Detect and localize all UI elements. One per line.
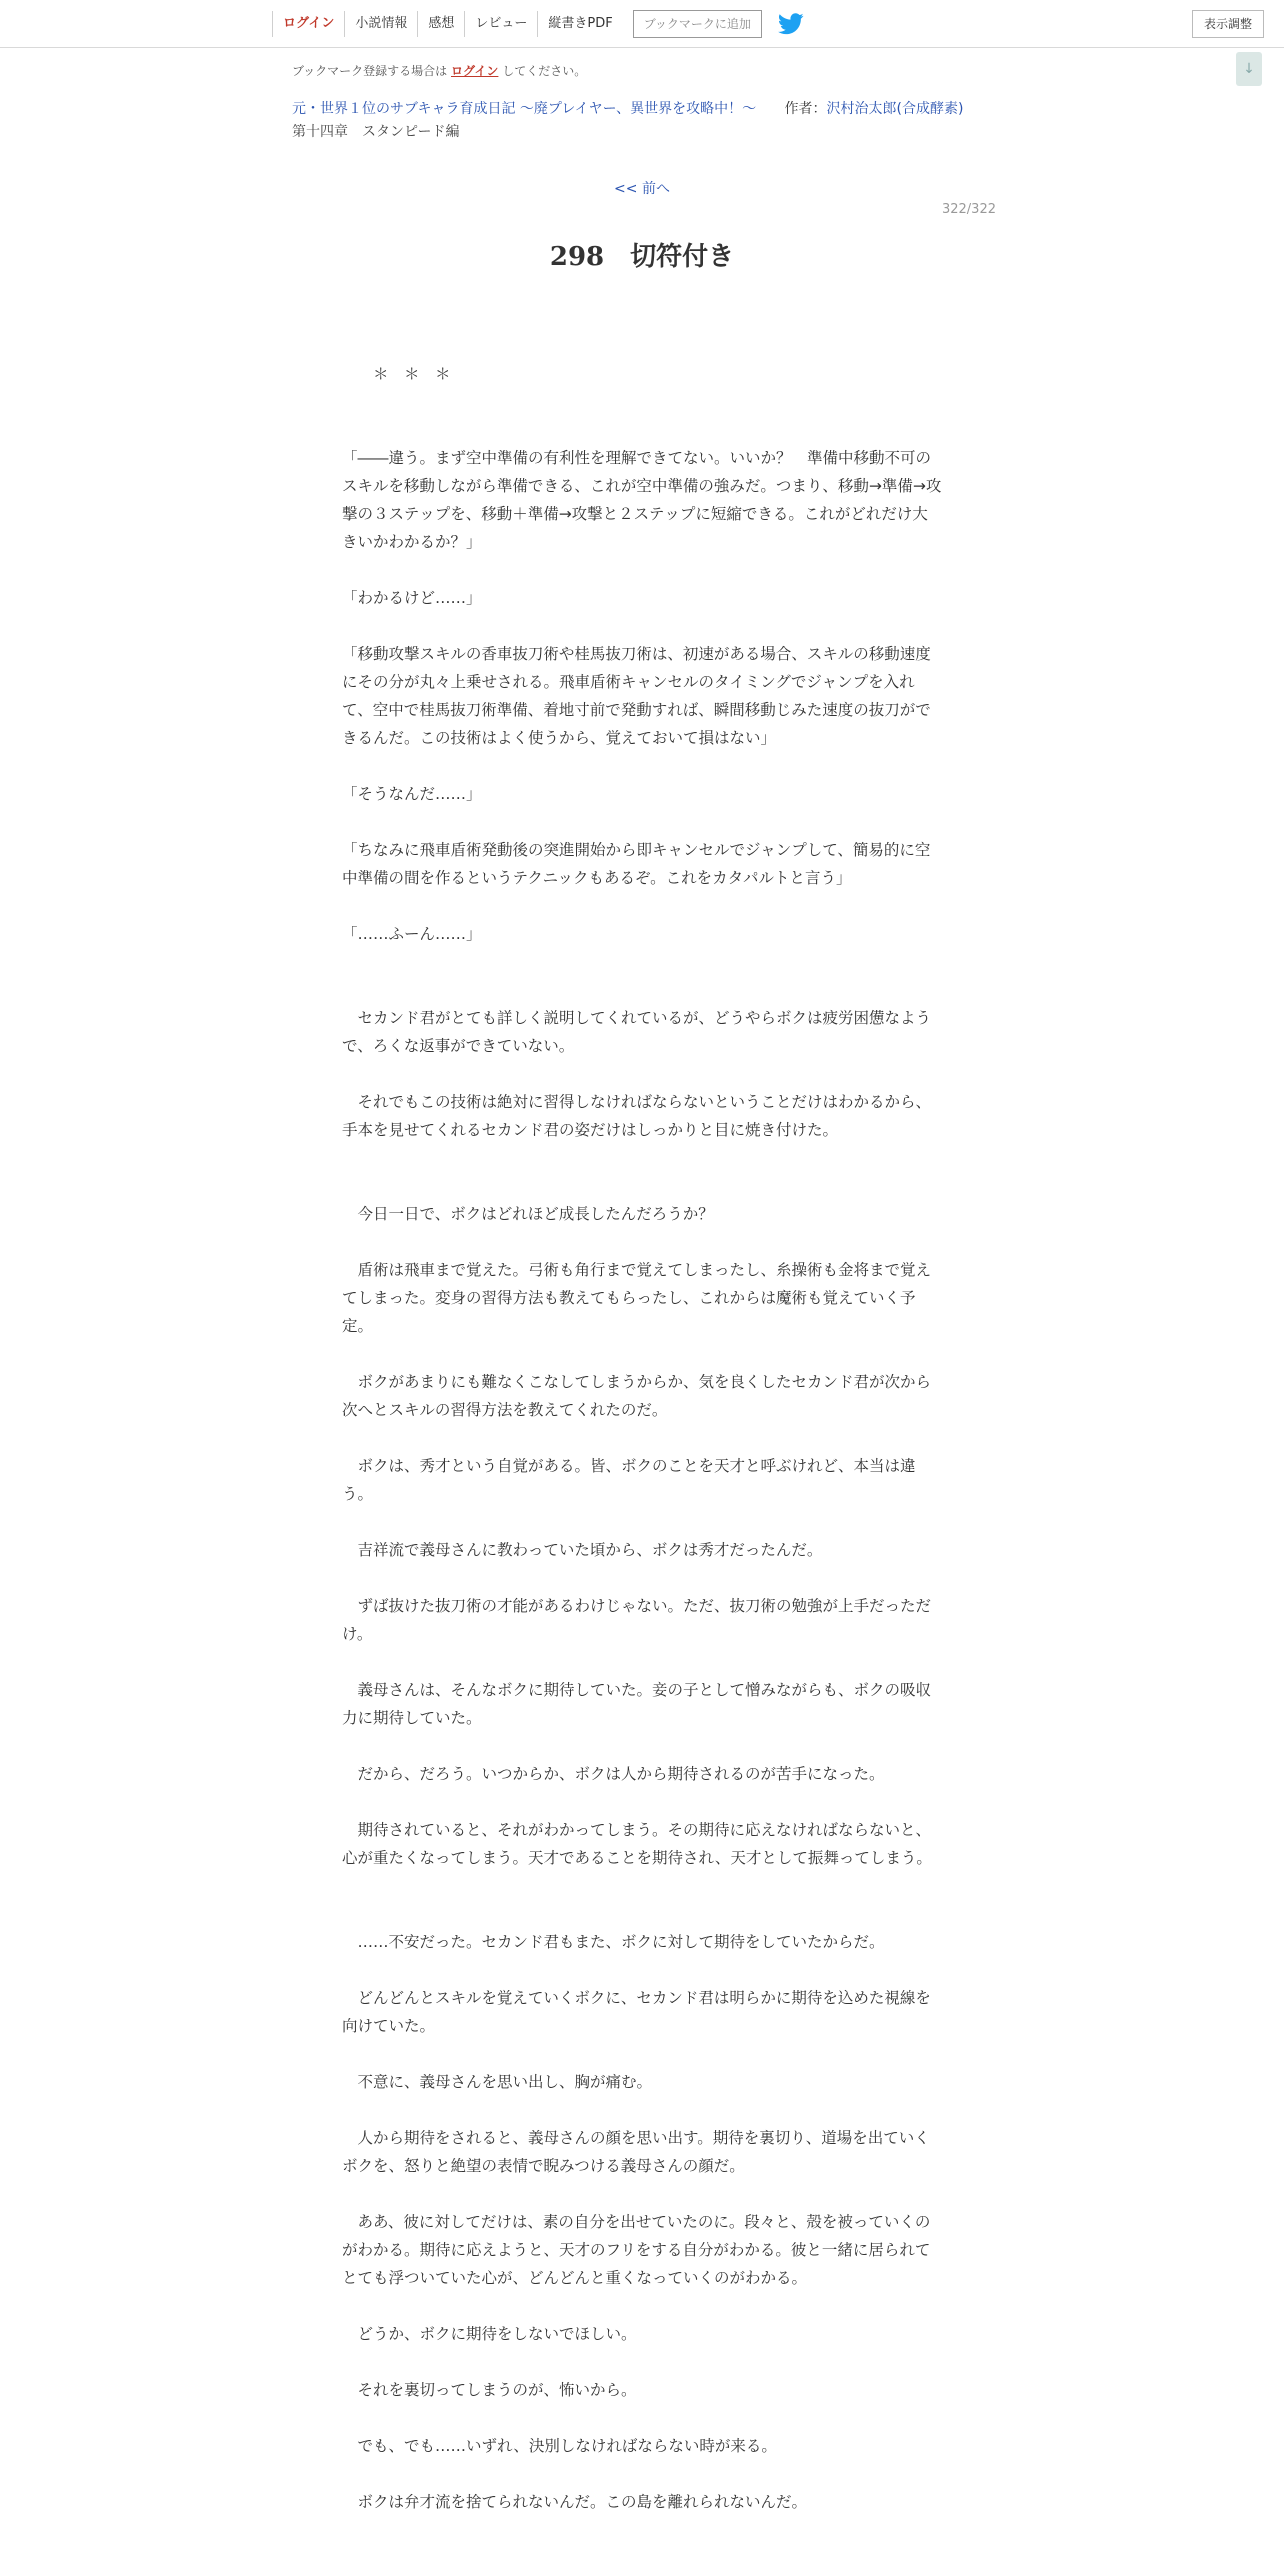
notice-prefix: ブックマーク登録する場合は xyxy=(292,64,448,78)
body-paragraph: 義母さんは、そんなボクに期待していた。妾の子として憎みながらも、ボクの吸収力に期待していた。 xyxy=(342,1681,932,1727)
body-paragraph: 不意に、義母さんを思い出し、胸が痛む。 xyxy=(342,2073,653,2091)
author-label: 作者： xyxy=(784,101,827,117)
body-paragraph: 「――違う。まず空中準備の有利性を理解できてない。いいか？ 準備中移動不可のスキルを移動しながら準備できる、これが空中準備の強みだ。つまり、移動→準備→攻撃の３ステップを、移動＋準備→攻撃と２ステップに短縮できる。これがどれだけ大きいかわかるか？」 xyxy=(342,449,942,551)
novel-body xyxy=(342,360,942,2544)
body-paragraph: 人から期待をされると、義母さんの顔を思い出す。期待を裏切り、道場を出ていくボクを、怒りと絶望の表情で睨みつける義母さんの顔だ。 xyxy=(342,2129,930,2175)
scroll-down-icon[interactable]: ↓ xyxy=(1236,52,1262,86)
body-paragraph: ボクがあまりにも難なくこなしてしまうからか、気を良くしたセカンド君が次から次へとスキルの習得方法を教えてくれたのだ。 xyxy=(342,1373,932,1419)
series-header xyxy=(292,98,963,118)
body-paragraph: 「そうなんだ……」 xyxy=(342,785,482,803)
body-paragraph: それでもこの技術は絶対に習得しなければならないということだけはわかるから、手本を見せてくれるセカンド君の姿だけはしっかりと目に焼き付けた。 xyxy=(342,1093,932,1139)
author-link[interactable]: 沢村治太郎(合成酵素) xyxy=(826,101,964,117)
novel-info-link[interactable]: 小説情報 xyxy=(344,11,417,37)
previous-episode-link[interactable]: << 前へ xyxy=(614,181,670,197)
body-paragraph: 「ちなみに飛車盾術発動後の突進開始から即キャンセルでジャンプして、簡易的に空中準備の間を作るというテクニックもあるぞ。これをカタパルトと言う」 xyxy=(342,841,931,887)
body-paragraph: どうか、ボクに期待をしないでほしい。 xyxy=(342,2325,637,2343)
add-bookmark-button[interactable]: ブックマークに追加 xyxy=(633,10,762,38)
body-paragraph: 「移動攻撃スキルの香車抜刀術や桂馬抜刀術は、初速がある場合、スキルの移動速度にその分が丸々上乗せされる。飛車盾術キャンセルのタイミングでジャンプを入れて、空中で桂馬抜刀術準備、着地寸前で発動すれば、瞬間移動じみた速度の抜刀ができるんだ。この技術はよく使うから、覚えておいて損はない」 xyxy=(342,645,931,747)
body-paragraph: ……不安だった。セカンド君もまた、ボクに対して期待をしていたからだ。 xyxy=(342,1933,885,1951)
series-title-link[interactable]: 元・世界１位のサブキャラ育成日記 ～廃プレイヤー、異世界を攻略中！～ xyxy=(292,101,757,117)
body-paragraph: 今日一日で、ボクはどれほど成長したんだろうか？ xyxy=(342,1205,714,1223)
episode-title: 298 切符付き xyxy=(549,242,735,272)
notice-login-link[interactable]: ログイン xyxy=(451,64,499,78)
chapter-title: 第十四章 スタンピード編 xyxy=(292,124,460,140)
body-paragraph: ＊ ＊ ＊ xyxy=(342,365,451,383)
body-paragraph: 「……ふーん……」 xyxy=(342,925,482,943)
login-link[interactable]: ログイン xyxy=(272,11,344,37)
body-paragraph: 「わかるけど……」 xyxy=(342,589,482,607)
top-navigation-bar xyxy=(0,0,1284,48)
body-paragraph: 期待されていると、それがわかってしまう。その期待に応えなければならないと、心が重たくなってしまう。天才であることを期待され、天才として振舞ってしまう。 xyxy=(342,1821,932,1867)
impressions-link[interactable]: 感想 xyxy=(417,11,464,37)
body-paragraph: ボクは弁才流を捨てられないんだ。この島を離れられないんだ。 xyxy=(342,2493,808,2511)
page-counter: 322/322 xyxy=(941,202,996,217)
body-paragraph: それを裏切ってしまうのが、怖いから。 xyxy=(342,2381,637,2399)
body-paragraph: ボクは、秀才という自覚がある。皆、ボクのことを天才と呼ぶけれど、本当は違う。 xyxy=(342,1457,916,1503)
twitter-icon[interactable] xyxy=(778,13,804,35)
body-paragraph: セカンド君がとても詳しく説明してくれているが、どうやらボクは疲労困憊なようで、ろくな返事ができていない。 xyxy=(342,1009,932,1055)
body-paragraph: 盾術は飛車まで覚えた。弓術も角行まで覚えてしまったし、糸操術も金将まで覚えてしまった。変身の習得方法も教えてもらったし、これからは魔術も覚えていく予定。 xyxy=(342,1261,932,1335)
review-link[interactable]: レビュー xyxy=(464,11,537,37)
bookmark-login-notice xyxy=(292,62,586,79)
body-paragraph: ずば抜けた抜刀術の才能があるわけじゃない。ただ、抜刀術の勉強が上手だっただけ。 xyxy=(342,1597,932,1643)
body-paragraph: でも、でも……いずれ、決別しなければならない時が来る。 xyxy=(342,2437,777,2455)
body-paragraph: どんどんとスキルを覚えていくボクに、セカンド君は明らかに期待を込めた視線を向けていた。 xyxy=(342,1989,931,2035)
notice-suffix: してください。 xyxy=(502,64,587,78)
body-paragraph: ああ、彼に対してだけは、素の自分を出せていたのに。段々と、殻を被っていくのがわかる。期待に応えようと、天才のフリをする自分がわかる。彼と一緒に居られてとても浮ついていた心が、どんどんと重くなっていくのがわかる。 xyxy=(342,2213,931,2287)
body-paragraph: だから、だろう。いつからか、ボクは人から期待されるのが苦手になった。 xyxy=(342,1765,885,1783)
display-settings-button[interactable]: 表示調整 xyxy=(1192,10,1264,38)
body-paragraph: 吉祥流で義母さんに教わっていた頃から、ボクは秀才だったんだ。 xyxy=(342,1541,823,1559)
main-nav xyxy=(272,11,804,37)
vertical-pdf-link[interactable]: 縦書きPDF xyxy=(537,11,622,37)
